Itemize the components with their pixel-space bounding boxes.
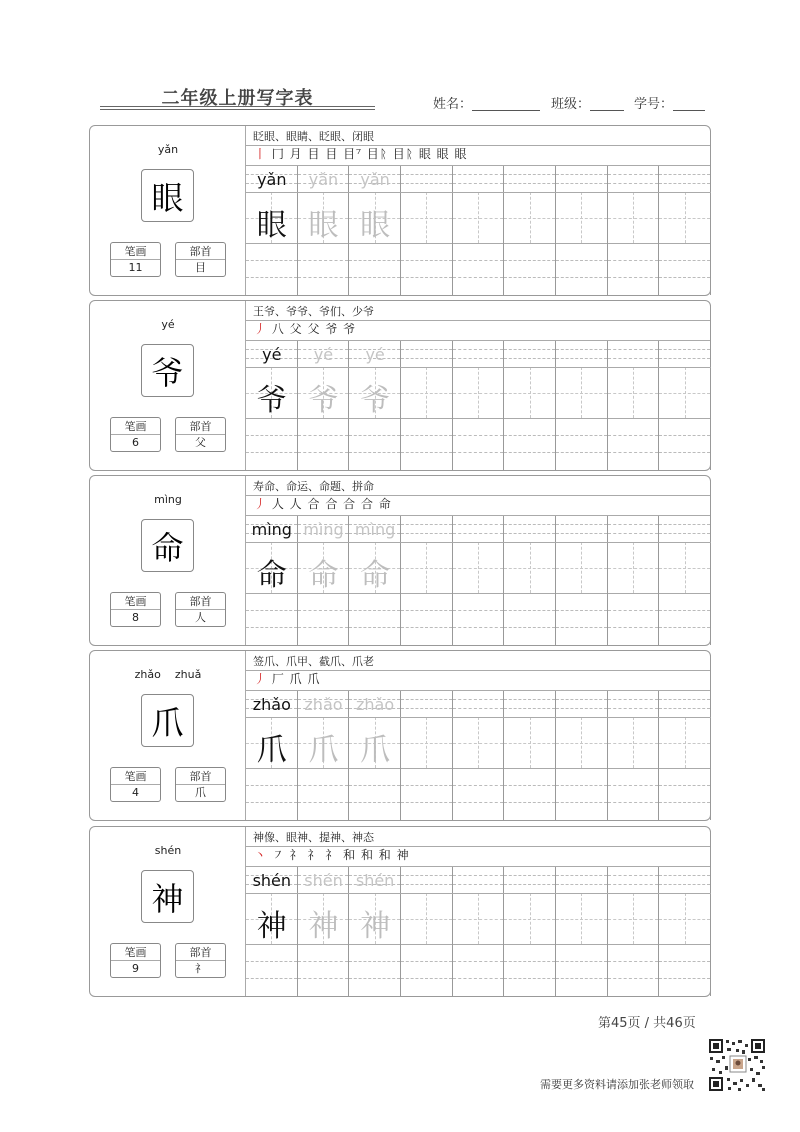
pinyin-cell[interactable] [556, 867, 608, 893]
practice-cell[interactable] [608, 243, 660, 295]
radical-box [175, 943, 226, 978]
practice-row [246, 418, 711, 470]
stroke-step: 八 [271, 322, 290, 336]
stroke-step: 和 [343, 848, 361, 862]
writing-grid [246, 691, 711, 820]
pinyin-cell[interactable] [659, 341, 711, 367]
practice-cell[interactable] [349, 418, 401, 470]
stroke-step: 父 [289, 322, 308, 336]
stroke-order [254, 495, 392, 513]
pinyin-cell[interactable] [504, 516, 556, 542]
stroke-order [254, 145, 467, 163]
practice-cell[interactable] [659, 418, 711, 470]
radical-value: 爪 [195, 786, 206, 799]
character-display: 眼 [141, 169, 194, 222]
character-trace: 爪 [308, 733, 339, 768]
pinyin-cell[interactable] [504, 867, 556, 893]
class-field[interactable] [551, 93, 624, 112]
pinyin-cell[interactable] [608, 341, 660, 367]
radical-value: 礻 [195, 962, 206, 975]
stroke-step: 目 [325, 147, 344, 161]
character-trace: 爷 [308, 383, 339, 418]
practice-cell[interactable] [401, 944, 453, 996]
character-display: 命 [141, 519, 194, 572]
practice-cell[interactable] [453, 593, 505, 645]
pinyin-header [90, 493, 246, 506]
practice-cell[interactable] [246, 593, 298, 645]
character-trace: 命 [360, 558, 391, 593]
pinyin-header [90, 318, 246, 331]
stroke-step: 合 [325, 497, 344, 511]
stroke-count-box [110, 943, 161, 978]
pinyin-header [90, 143, 246, 156]
footer-note: 需要更多资料请添加张老师领取 [540, 1078, 694, 1091]
practice-cell[interactable] [349, 243, 401, 295]
stroke-step: 丿 [254, 322, 272, 336]
stroke-step: 和 [360, 848, 379, 862]
character-sample: 神 [256, 909, 287, 944]
pinyin-cell[interactable] [556, 341, 608, 367]
tian-cell[interactable] [453, 893, 505, 944]
stroke-count-box [110, 242, 161, 277]
character-sample: 爪 [256, 733, 287, 768]
name-line[interactable] [472, 99, 540, 111]
example-words: 签爪、爪甲、截爪、爪老 [253, 655, 374, 668]
pinyin-cell[interactable] [453, 516, 505, 542]
pinyin-cell[interactable] [608, 166, 660, 192]
stroke-step: 厂 [271, 672, 290, 686]
character-card [89, 125, 711, 296]
practice-cell[interactable] [659, 593, 711, 645]
pinyin-cell[interactable] [453, 691, 505, 717]
stroke-count-label: 笔画 [111, 944, 160, 961]
radical-label: 部首 [176, 243, 225, 260]
tian-cell[interactable] [608, 367, 660, 418]
stroke-step: 合 [307, 497, 326, 511]
character-info [90, 301, 246, 470]
tian-cell[interactable] [556, 542, 608, 593]
stroke-order [254, 320, 356, 338]
practice-cell[interactable] [349, 768, 401, 820]
stroke-step: 目ᚱ [366, 147, 393, 161]
pinyin-cell[interactable] [556, 691, 608, 717]
tian-cell[interactable] [453, 367, 505, 418]
pinyin-cell[interactable] [504, 691, 556, 717]
pinyin-trace: yé [365, 345, 385, 364]
character-trace: 神 [360, 909, 391, 944]
character-info [90, 827, 246, 996]
stroke-step: 丨 [254, 147, 272, 161]
pinyin-cell[interactable] [453, 341, 505, 367]
name-field[interactable] [433, 93, 540, 112]
pinyin-cell[interactable] [608, 691, 660, 717]
example-words: 王爷、爷爷、爷们、少爷 [253, 305, 374, 318]
radical-label: 部首 [176, 593, 225, 610]
practice-cell[interactable] [298, 243, 350, 295]
stroke-step: 爷 [325, 322, 344, 336]
character-trace: 爪 [360, 733, 391, 768]
practice-cell[interactable] [556, 593, 608, 645]
tian-cell[interactable] [453, 717, 505, 768]
stroke-step: 命 [378, 497, 392, 511]
pinyin-trace: zhǎo [304, 695, 343, 714]
row-divider [246, 893, 711, 894]
stroke-order [254, 846, 410, 864]
tian-cell[interactable] [608, 893, 660, 944]
pinyin-cell[interactable] [453, 166, 505, 192]
row-divider [246, 192, 711, 193]
example-words: 寿命、命运、命题、拼命 [253, 480, 374, 493]
stroke-step: ㇇ [271, 848, 290, 862]
stroke-step: 父 [307, 322, 326, 336]
practice-cell[interactable] [504, 243, 556, 295]
character-trace: 神 [308, 909, 339, 944]
stroke-count-value: 4 [132, 786, 139, 799]
stroke-step: 礻 [289, 848, 308, 862]
row-divider [246, 542, 711, 543]
class-line[interactable] [590, 99, 624, 111]
pinyin-label: zhuǎ [174, 668, 202, 681]
tian-cell[interactable] [504, 192, 556, 243]
row-divider [246, 717, 711, 718]
pinyin-trace: mìng [354, 520, 396, 539]
tian-cell[interactable] [401, 192, 453, 243]
example-words: 眨眼、眼睛、眨眼、闭眼 [253, 130, 374, 143]
tian-cell[interactable] [556, 893, 608, 944]
practice-cell[interactable] [453, 418, 505, 470]
pinyin-cell[interactable] [401, 516, 453, 542]
character-trace: 眼 [308, 208, 339, 243]
character-sample: 爷 [256, 383, 287, 418]
practice-cell[interactable] [659, 944, 711, 996]
student-id-line[interactable] [673, 99, 705, 111]
stroke-step: 神 [396, 848, 410, 862]
practice-cell[interactable] [504, 768, 556, 820]
tian-cell[interactable] [659, 893, 711, 944]
character-info [90, 126, 246, 295]
tian-cell[interactable] [659, 192, 711, 243]
character-trace: 爷 [360, 383, 391, 418]
tian-cell[interactable] [504, 893, 556, 944]
stroke-count-label: 笔画 [111, 243, 160, 260]
pinyin-cell[interactable] [504, 166, 556, 192]
stroke-step: 人 [271, 497, 290, 511]
pinyin-label: yǎn [157, 143, 179, 156]
character-card [89, 475, 711, 646]
character-trace: 命 [308, 558, 339, 593]
pinyin-label: zhǎo [134, 668, 161, 681]
radical-box [175, 242, 226, 277]
practice-cell[interactable] [453, 768, 505, 820]
tian-cell[interactable] [504, 367, 556, 418]
stroke-step: 合 [343, 497, 361, 511]
stroke-count-box [110, 767, 161, 802]
pinyin-cell[interactable] [659, 166, 711, 192]
pinyin-sample: mìng [251, 520, 292, 539]
title-rule [100, 109, 375, 110]
class-label: 班级： [551, 97, 591, 112]
character-card [89, 826, 711, 997]
stroke-step: 丿 [254, 497, 272, 511]
character-card [89, 300, 711, 471]
radical-box [175, 767, 226, 802]
character-display: 爪 [141, 694, 194, 747]
row-divider [246, 367, 711, 368]
practice-cell[interactable] [453, 243, 505, 295]
character-display: 爷 [141, 344, 194, 397]
stroke-step: 目 [307, 147, 326, 161]
tian-cell[interactable] [556, 717, 608, 768]
stroke-count-value: 8 [132, 611, 139, 624]
practice-cell[interactable] [298, 944, 350, 996]
pinyin-cell[interactable] [401, 166, 453, 192]
radical-box [175, 417, 226, 452]
stroke-step: 爷 [343, 322, 357, 336]
character-display: 神 [141, 870, 194, 923]
pinyin-sample: zhǎo [252, 695, 291, 714]
writing-grid [246, 166, 711, 295]
stroke-step: 爪 [289, 672, 308, 686]
practice-cell[interactable] [556, 418, 608, 470]
stroke-step: 眼 [418, 147, 437, 161]
practice-cell[interactable] [659, 768, 711, 820]
stroke-step: 冂 [271, 147, 290, 161]
stroke-count-box [110, 417, 161, 452]
practice-cell[interactable] [504, 944, 556, 996]
writing-grid [246, 516, 711, 645]
radical-box [175, 592, 226, 627]
tian-cell[interactable] [659, 717, 711, 768]
pinyin-trace: shén [304, 871, 343, 890]
stroke-count-value: 9 [132, 962, 139, 975]
stroke-step: 丿 [254, 672, 272, 686]
name-label: 姓名： [433, 97, 473, 112]
tian-cell[interactable] [504, 542, 556, 593]
character-sample: 命 [256, 558, 287, 593]
stroke-step: 眼 [454, 147, 468, 161]
stroke-count-label: 笔画 [111, 593, 160, 610]
practice-cell[interactable] [608, 418, 660, 470]
page-title: 二年级上册写字表 [161, 88, 314, 109]
stroke-count-value: 11 [128, 261, 143, 274]
example-words: 神像、眼神、提神、神态 [253, 831, 374, 844]
character-info [90, 651, 246, 820]
practice-cell[interactable] [556, 243, 608, 295]
radical-label: 部首 [176, 768, 225, 785]
pinyin-sample: shén [252, 871, 292, 890]
stroke-count-box [110, 592, 161, 627]
pinyin-cell[interactable] [659, 691, 711, 717]
tian-cell[interactable] [659, 367, 711, 418]
practice-cell[interactable] [401, 418, 453, 470]
pinyin-header [90, 844, 246, 857]
practice-cell[interactable] [504, 418, 556, 470]
practice-cell[interactable] [608, 768, 660, 820]
radical-value: 人 [195, 611, 206, 624]
pinyin-label: shén [154, 844, 182, 857]
tian-cell[interactable] [401, 893, 453, 944]
student-id-label: 学号： [634, 97, 674, 112]
pinyin-cell[interactable] [556, 516, 608, 542]
stroke-step: 目ᚱ [392, 147, 419, 161]
pinyin-cell[interactable] [659, 867, 711, 893]
pinyin-cell[interactable] [556, 166, 608, 192]
practice-cell[interactable] [246, 418, 298, 470]
stroke-step: 爪 [307, 672, 321, 686]
page-number: 第45页 / 共46页 [598, 1016, 696, 1031]
pinyin-cell[interactable] [504, 341, 556, 367]
tian-cell[interactable] [504, 717, 556, 768]
pinyin-sample: yǎn [257, 170, 287, 189]
practice-cell[interactable] [246, 768, 298, 820]
radical-label: 部首 [176, 944, 225, 961]
tian-cell[interactable] [401, 542, 453, 593]
tian-cell[interactable] [453, 192, 505, 243]
pinyin-header [90, 668, 246, 681]
pinyin-sample: yé [262, 345, 282, 364]
pinyin-trace: shén [355, 871, 395, 890]
stroke-count-label: 笔画 [111, 768, 160, 785]
tian-cell[interactable] [556, 192, 608, 243]
practice-cell[interactable] [246, 944, 298, 996]
character-sample: 眼 [256, 208, 287, 243]
pinyin-trace: yé [313, 345, 334, 364]
practice-cell[interactable] [504, 593, 556, 645]
character-trace: 眼 [360, 208, 391, 243]
tian-cell[interactable] [401, 717, 453, 768]
pinyin-cell[interactable] [401, 341, 453, 367]
pinyin-trace: zhǎo [356, 695, 395, 714]
student-id-field[interactable] [634, 93, 705, 112]
practice-cell[interactable] [453, 944, 505, 996]
pinyin-cell[interactable] [401, 691, 453, 717]
practice-cell[interactable] [349, 944, 401, 996]
practice-cell[interactable] [246, 243, 298, 295]
stroke-step: 目⁷ [343, 147, 367, 161]
stroke-step: 丶 [254, 848, 272, 862]
practice-cell[interactable] [298, 593, 350, 645]
stroke-step: 眼 [436, 147, 455, 161]
tian-cell[interactable] [453, 542, 505, 593]
pinyin-cell[interactable] [608, 867, 660, 893]
radical-value: 父 [195, 436, 206, 449]
pinyin-label: yé [161, 318, 175, 331]
qr-code-icon [708, 1038, 766, 1092]
practice-cell[interactable] [401, 593, 453, 645]
tian-cell[interactable] [556, 367, 608, 418]
practice-cell[interactable] [556, 768, 608, 820]
title-rule [100, 106, 375, 107]
practice-cell[interactable] [556, 944, 608, 996]
tian-cell[interactable] [608, 717, 660, 768]
stroke-step: 月 [289, 147, 308, 161]
pinyin-cell[interactable] [401, 867, 453, 893]
stroke-count-label: 笔画 [111, 418, 160, 435]
radical-label: 部首 [176, 418, 225, 435]
stroke-order [254, 670, 321, 688]
practice-row [246, 768, 711, 820]
practice-row [246, 593, 711, 645]
practice-cell[interactable] [298, 418, 350, 470]
pinyin-cell[interactable] [453, 867, 505, 893]
pinyin-trace: yǎn [308, 170, 339, 189]
practice-row [246, 243, 711, 295]
pinyin-cell[interactable] [659, 516, 711, 542]
stroke-count-value: 6 [132, 436, 139, 449]
pinyin-trace: mìng [303, 520, 344, 539]
writing-grid [246, 341, 711, 470]
tian-cell[interactable] [401, 367, 453, 418]
tian-cell[interactable] [608, 542, 660, 593]
practice-cell[interactable] [298, 768, 350, 820]
stroke-step: 礻 [325, 848, 344, 862]
writing-grid [246, 867, 711, 996]
pinyin-trace: yǎn [360, 170, 390, 189]
stroke-step: 合 [360, 497, 379, 511]
practice-cell[interactable] [349, 593, 401, 645]
pinyin-cell[interactable] [608, 516, 660, 542]
stroke-step: 礻 [307, 848, 326, 862]
stroke-step: 和 [378, 848, 397, 862]
stroke-step: 人 [289, 497, 308, 511]
practice-cell[interactable] [608, 944, 660, 996]
pinyin-label: mìng [154, 493, 182, 506]
practice-cell[interactable] [401, 243, 453, 295]
tian-cell[interactable] [608, 192, 660, 243]
practice-row [246, 944, 711, 996]
practice-cell[interactable] [659, 243, 711, 295]
radical-value: 目 [195, 261, 206, 274]
practice-cell[interactable] [608, 593, 660, 645]
character-card [89, 650, 711, 821]
practice-cell[interactable] [401, 768, 453, 820]
tian-cell[interactable] [659, 542, 711, 593]
character-info [90, 476, 246, 645]
